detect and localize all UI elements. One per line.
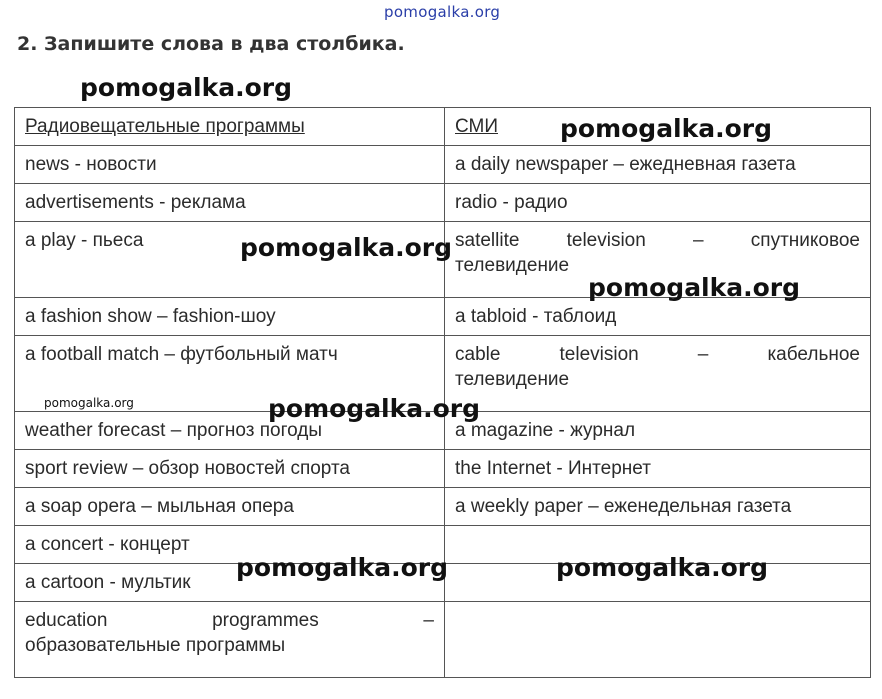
table-cell: a soap opera – мыльная опера [15, 488, 445, 526]
table-row [15, 298, 871, 336]
table-cell: a play - пьеса [15, 222, 445, 298]
table-row [15, 488, 871, 526]
table-cell: a football match – футбольный матч [15, 336, 445, 412]
watermark: pomogalka.org [240, 233, 453, 262]
table-cell: news - новости [15, 146, 445, 184]
watermark: pomogalka.org [556, 553, 769, 582]
table-row [15, 146, 871, 184]
table-cell [445, 602, 871, 678]
watermark: pomogalka.org [80, 73, 293, 102]
words-table [14, 107, 871, 678]
table-cell: weather forecast – прогноз погоды [15, 412, 445, 450]
table-cell: radio - радио [445, 184, 871, 222]
table-row [15, 184, 871, 222]
table-cell: cable television – кабельное телевидение [445, 336, 871, 412]
table-cell: a cartoon - мультик [15, 564, 445, 602]
table-cell: a weekly paper – еженедельная газета [445, 488, 871, 526]
table-cell: advertisements - реклама [15, 184, 445, 222]
watermark: pomogalka.org [588, 273, 801, 302]
watermark: pomogalka.org [268, 394, 481, 423]
site-link[interactable]: pomogalka.org [384, 3, 501, 21]
table-cell: the Internet - Интернет [445, 450, 871, 488]
table-row [15, 602, 871, 678]
watermark: pomogalka.org [44, 396, 134, 410]
table-cell: education programmes – образовательные программы [15, 602, 445, 678]
table-cell: a fashion show – fashion-шоу [15, 298, 445, 336]
table-cell: a daily newspaper – ежедневная газета [445, 146, 871, 184]
table-cell: sport review – обзор новостей спорта [15, 450, 445, 488]
table-cell: a tabloid - таблоид [445, 298, 871, 336]
column-header: СМИ [445, 108, 871, 146]
table-row [15, 450, 871, 488]
table-cell: satellite television – спутниковое телевидение [445, 222, 871, 298]
table-cell: a magazine - журнал [445, 412, 871, 450]
task-title: 2. Запишите слова в два столбика. [17, 33, 405, 55]
watermark: pomogalka.org [560, 114, 773, 143]
column-header: Радиовещательные программы [15, 108, 445, 146]
table-cell: a concert - концерт [15, 526, 445, 564]
watermark: pomogalka.org [236, 553, 449, 582]
